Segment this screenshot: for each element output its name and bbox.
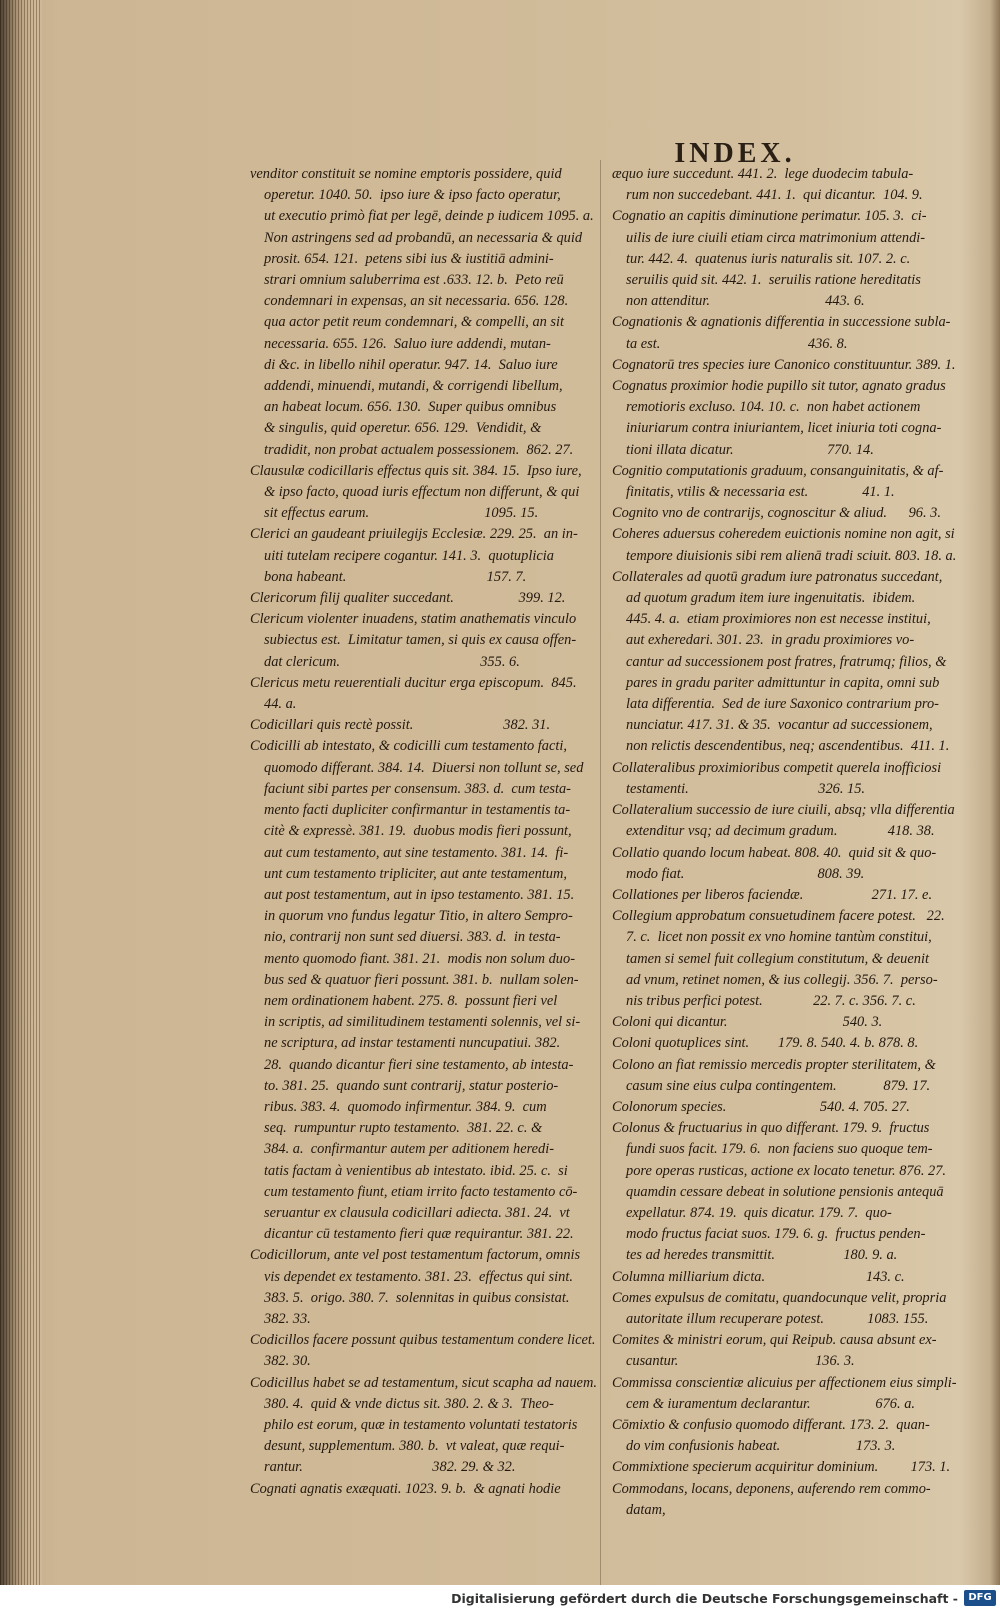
index-entry (250, 609, 590, 673)
entry-line: datam, (626, 1501, 666, 1518)
index-entry (250, 164, 594, 461)
index-entry (612, 567, 962, 758)
entry-line: modo fructus faciat suos. 179. 6. g. fructus penden- (626, 1226, 926, 1243)
index-entry (612, 1033, 962, 1054)
entry-line: di &c. in libello nihil operatur. 947. 14. Saluo iure (264, 356, 558, 373)
index-entry (250, 1373, 597, 1479)
entry-line: finitatis, vtilis & necessaria est. 41. 1. (626, 484, 895, 501)
entry-line: citè & expressè. 381. 19. duobus modis fieri possunt, (264, 823, 572, 840)
entry-line: Cognatio an capitis diminutione perimatur. 105. 3. ci- (612, 208, 927, 225)
entry-line: fundi suos facit. 179. 6. non faciens suo quoque tem- (626, 1141, 933, 1158)
page-header: INDEX. (674, 138, 796, 169)
entry-line: Collatio quando locum habeat. 808. 40. quid sit & quo- (612, 844, 937, 861)
entry-line: quomodo differant. 384. 14. Diuersi non tollunt se, sed (264, 759, 584, 776)
entry-line: addendi, minuendi, mutandi, & corrigendi libellum, (264, 378, 563, 395)
entry-line: Codicilli ab intestato, & codicilli cum testamento facti, (250, 738, 567, 755)
index-entry (612, 1415, 962, 1457)
index-entry (250, 715, 590, 736)
entry-line: tatis factam à venientibus ab intestato. ibid. 25. c. si (264, 1162, 568, 1179)
entry-line: vis dependet ex testamento. 381. 23. effectus qui sint. (264, 1268, 573, 1285)
entry-line: Comes expulsus de comitatu, quandocunque velit, propria (612, 1289, 947, 1306)
entry-line: Colono an fiat remissio mercedis propter sterilitatem, & (612, 1056, 936, 1073)
entry-line: cum testamento fiunt, etiam irrito facto testamento cō- (264, 1183, 578, 1200)
entry-line: expellatur. 874. 19. quis dicatur. 179. 7. quo- (626, 1204, 892, 1221)
index-entry (612, 355, 962, 376)
entry-line: nis tribus perfici potest. 22. 7. c. 356. 7. c. (626, 992, 916, 1009)
entry-line: tur. 442. 4. quatenus iuris naturalis sit. 107. 2. c. (626, 250, 911, 267)
entry-line: testamenti. 326. 15. (626, 780, 866, 797)
entry-line: tradidit, non probat actualem possessionem. 862. 27. (264, 441, 574, 458)
entry-line: tamen si semel fuit collegium constitutum, & deuenit (626, 950, 929, 967)
dfg-logo: DFG (964, 1590, 996, 1606)
entry-line: quamdin cessare debeat in solutione pensionis antequā (626, 1183, 944, 1200)
entry-line: sit effectus earum. 1095. 15. (264, 505, 539, 522)
entry-line: Codicillus habet se ad testamentum, sicut scapha ad nauem. (250, 1374, 597, 1391)
entry-line: Clericum violenter inuadens, statim anathematis vinculo (250, 611, 577, 628)
entry-line: modo fiat. 808. 39. (626, 865, 865, 882)
entry-line: lata differentia. Sed de iure Saxonico contrarium pro- (626, 696, 939, 713)
index-entry (250, 1479, 590, 1500)
entry-line: bona habeant. 157. 7. (264, 568, 527, 585)
entry-line: Cognito vno de contrarijs, cognoscitur & aliud. 96. 3. (612, 505, 941, 522)
entry-line: seruilis quid sit. 442. 1. seruilis ratione hereditatis (626, 272, 921, 289)
footer-credit: Digitalisierung gefördert durch die Deutsche Forschungsgemeinschaft - (451, 1591, 958, 1606)
entry-line: bus sed & quatuor fieri possunt. 381. b. nullam solen- (264, 971, 579, 988)
entry-line: Cognatus proximior hodie pupillo sit tutor, agnato gradus (612, 378, 946, 395)
entry-line: rum non succedebant. 441. 1. qui dicantur. 104. 9. (626, 187, 923, 204)
entry-line: Coloni qui dicantur. 540. 3. (612, 1014, 883, 1031)
entry-line: autoritate illum recuperare potest. 1083. 155. (626, 1310, 929, 1327)
entry-line: æquo iure succedunt. 441. 2. lege duodecim tabula- (612, 166, 914, 182)
index-entry (612, 758, 962, 800)
index-entry (612, 461, 962, 503)
right-column (612, 164, 962, 1521)
index-entry (612, 376, 962, 461)
entry-line: Colonorum species. 540. 4. 705. 27. (612, 1098, 910, 1115)
entry-line: pares in gradu pariter admittuntur in capita, omni sub (626, 674, 940, 691)
entry-line: unt cum testamento tripliciter, aut ante testamentum, (264, 865, 567, 882)
entry-line: philo est eorum, quæ in testamento voluntati testatoris (264, 1416, 578, 1433)
entry-line: Cōmixtio & confusio quomodo differant. 173. 2. quan- (612, 1416, 930, 1433)
entry-line: ne scriptura, ad instar testamenti nuncupatiui. 382. (264, 1035, 561, 1052)
entry-line: & ipso facto, quoad iuris effectum non differunt, & qui (264, 484, 580, 501)
entry-line: Collateralibus proximioribus competit querela inofficiosi (612, 759, 942, 776)
entry-line: cusantur. 136. 3. (626, 1353, 855, 1370)
entry-line: dicantur cū testamento fieri quæ requirantur. 381. 22. (264, 1226, 574, 1243)
index-entry (612, 1457, 962, 1478)
entry-line: cem & iuramentum declarantur. 676. a. (626, 1395, 915, 1412)
index-entry (612, 164, 962, 206)
index-entry (612, 1118, 962, 1266)
entry-line: subiectus est. Limitatur tamen, si quis ex causa offen- (264, 632, 577, 649)
entry-line: Codicillorum, ante vel post testamentum factorum, omnis (250, 1247, 581, 1264)
entry-line: ribus. 383. 4. quomodo infirmentur. 384. 9. cum (264, 1098, 547, 1115)
entry-line: qua actor petit reum condemnari, & compelli, an sit (264, 314, 565, 331)
entry-line: pore operas rusticas, actione ex locato tenetur. 876. 27. (626, 1162, 947, 1179)
entry-line: dat clericum. 355. 6. (264, 653, 520, 670)
entry-line: mento quomodo fiant. 381. 21. modis non solum duo- (264, 950, 575, 967)
index-entry (612, 843, 962, 885)
entry-line: an habeat locum. 656. 130. Super quibus omnibus (264, 399, 557, 416)
entry-line: Collegium approbatum consuetudinem facere potest. 22. (612, 908, 945, 925)
index-entry (612, 1373, 962, 1415)
index-entry (612, 1330, 962, 1372)
entry-line: tioni illata dicatur. 770. 14. (626, 441, 874, 458)
entry-line: ta est. 436. 8. (626, 335, 848, 352)
entry-line: Cognati agnatis exæquati. 1023. 9. b. & agnati hodie (250, 1480, 561, 1497)
entry-line: Colonus & fructuarius in quo differant. 179. 9. fructus (612, 1120, 930, 1137)
entry-line: Codicillari quis rectè possit. 382. 31. (250, 717, 551, 734)
entry-line: Comites & ministri eorum, qui Reipub. causa absunt ex- (612, 1332, 937, 1349)
entry-line: do vim confusionis habeat. 173. 3. (626, 1438, 896, 1455)
entry-line: Cognationis & agnationis differentia in successione subla- (612, 314, 951, 331)
index-entry (250, 461, 590, 525)
entry-line: Clericorum filij qualiter succedant. 399. 12. (250, 590, 566, 607)
entry-line: operetur. 1040. 50. ipso iure & ipso facto operatur, (264, 187, 561, 204)
entry-line: remotioris excluso. 104. 10. c. non habet actionem (626, 399, 921, 416)
index-entry (612, 524, 962, 566)
footer-bar (0, 1585, 1000, 1612)
entry-line: condemnari in expensas, an sit necessaria. 656. 128. (264, 293, 569, 310)
index-entry (612, 503, 962, 524)
entry-line: casum sine eius culpa contingentem. 879. 17. (626, 1077, 931, 1094)
entry-line: iniuriarum contra iniuriantem, licet iniuria toti cogna- (626, 420, 942, 437)
index-entry (612, 312, 962, 354)
entry-line: strari omnium saluberrima est .633. 12. b. Peto reū (264, 272, 564, 289)
entry-line: Codicillos facere possunt quibus testamentum condere licet. (250, 1332, 596, 1349)
entry-line: Clericus metu reuerentiali ducitur erga episcopum. 845. (250, 674, 577, 691)
entry-line: nunciatur. 417. 31. & 35. vocantur ad successionem, (626, 717, 933, 734)
entry-line: Clerici an gaudeant priuilegijs Ecclesiæ. 229. 25. an in- (250, 526, 578, 543)
column-divider (600, 160, 601, 1585)
entry-line: cantur ad successionem post fratres, fratrumq; filios, & (626, 653, 947, 670)
entry-line: faciunt sibi partes per consensum. 383. d. cum testa- (264, 780, 571, 797)
entry-line: tes ad heredes transmittit. 180. 9. a. (626, 1247, 898, 1264)
entry-line: Collateralium successio de iure ciuili, absq; vlla differentia (612, 802, 955, 819)
index-entry (612, 206, 962, 312)
entry-line: prosit. 654. 121. petens sibi ius & iustitiā admini- (264, 250, 554, 267)
entry-line: seq. rumpuntur rupto testamento. 381. 22. c. & (264, 1120, 543, 1137)
index-entry (250, 1330, 596, 1372)
entry-line: in quorum vno fundus legatur Titio, in altero Sempro- (264, 908, 573, 925)
entry-line: to. 381. 25. quando sunt contrarij, statur posterio- (264, 1077, 559, 1094)
index-entry (612, 1012, 962, 1033)
entry-line: ad vnum, retinet nomen, & ius collegij. 356. 7. perso- (626, 971, 938, 988)
entry-line: 383. 5. origo. 380. 7. solennitas in quibus consistat. (264, 1289, 570, 1306)
entry-line: 44. a. (264, 696, 297, 713)
entry-line: Coloni quotuplices sint. 179. 8. 540. 4. b. 878. 8. (612, 1035, 919, 1052)
index-entry (612, 1288, 962, 1330)
index-entry (612, 1479, 962, 1521)
entry-line: Cognatorū tres species iure Canonico constituuntur. 389. 1. (612, 356, 956, 373)
entry-line: Coheres aduersus coheredem euictionis nomine non agit, si (612, 526, 955, 543)
entry-line: Collaterales ad quotū gradum iure patronatus succedant, (612, 568, 943, 585)
index-entry (250, 588, 590, 609)
entry-line: uilis de iure ciuili etiam circa matrimonium attendi- (626, 229, 926, 246)
index-entry (612, 1267, 962, 1288)
left-column (250, 164, 597, 1500)
entry-line: Cognitio computationis graduum, consanguinitatis, & af- (612, 462, 944, 479)
index-entry (612, 1097, 962, 1118)
entry-line: 382. 33. (264, 1310, 311, 1327)
entry-line: 384. a. confirmantur autem per aditionem heredi- (264, 1141, 555, 1158)
entry-line: seruantur ex clausula codicillari adiecta. 381. 24. vt (264, 1204, 570, 1221)
entry-line: non relictis descendentibus, neq; ascendentibus. 411. 1. (626, 738, 950, 755)
entry-line: Collationes per liberos faciendæ. 271. 17. e. (612, 886, 933, 903)
entry-line: aut exheredari. 301. 23. in gradu proximiores vo- (626, 632, 915, 649)
entry-line: Commissa conscientiæ alicuius per affectionem eius simpli- (612, 1374, 957, 1391)
index-entry (612, 1055, 962, 1097)
entry-line: 7. c. licet non possit ex vno homine tantùm constitui, (626, 929, 932, 946)
entry-line: venditor constituit se nomine emptoris possidere, quid (250, 166, 562, 182)
entry-line: aut cum testamento, aut sine testamento. 381. 14. fi- (264, 844, 569, 861)
entry-line: 382. 30. (264, 1353, 311, 1370)
entry-line: ut executio primò fiat per legē, deinde p iudicem 1095. a. (264, 208, 594, 225)
index-entry (250, 524, 590, 588)
entry-line: Columna milliarium dicta. 143. c. (612, 1268, 905, 1285)
index-entry (612, 906, 962, 1012)
entry-line: Non astringens sed ad probandū, an necessaria & quid (264, 229, 583, 246)
entry-line: & singulis, quid operetur. 656. 129. Vendidit, & (264, 420, 542, 437)
entry-line: desunt, supplementum. 380. b. vt valeat, quæ requi- (264, 1438, 565, 1455)
entry-line: nem ordinationem habent. 275. 8. possunt fieri vel (264, 992, 558, 1009)
index-entry (250, 1245, 590, 1330)
entry-line: uiti tutelam recipere cogantur. 141. 3. quotuplicia (264, 547, 554, 564)
index-entry (250, 673, 590, 715)
index-entry (250, 736, 590, 1245)
index-entry (612, 800, 962, 842)
entry-line: 380. 4. quid & vnde dictus sit. 380. 2. & 3. Theo- (264, 1395, 554, 1412)
entry-line: nio, contrarij non sunt sed diuersi. 383. d. in testa- (264, 929, 561, 946)
entry-line: Commodans, locans, deponens, auferendo rem commo- (612, 1480, 931, 1497)
entry-line: ad quotum gradum item iure ingenuitatis. ibidem. (626, 590, 916, 607)
entry-line: non attenditur. 443. 6. (626, 293, 865, 310)
entry-line: mento facti dupliciter confirmantur in testamentis ta- (264, 802, 571, 819)
entry-line: 28. quando dicantur fieri sine testamento, ab intesta- (264, 1056, 574, 1073)
entry-line: 445. 4. a. etiam proximiores non est necesse institui, (626, 611, 931, 628)
entry-line: aut post testamentum, aut in ipso testamento. 381. 15. (264, 886, 575, 903)
entry-line: in scriptis, ad similitudinem testamenti solennis, vel si- (264, 1014, 581, 1031)
entry-line: Clausulæ codicillaris effectus quis sit. 384. 15. Ipso iure, (250, 462, 582, 479)
entry-line: tempore diuisionis sibi rem alienā tradi sciuit. 803. 18. a. (626, 547, 957, 564)
entry-line: extenditur vsq; ad decimum gradum. 418. 38. (626, 823, 935, 840)
entry-line: Commixtione specierum acquiritur dominium. 173. 1. (612, 1459, 951, 1476)
entry-line: rantur. 382. 29. & 32. (264, 1459, 516, 1476)
entry-line: necessaria. 655. 126. Saluo iure addendi, mutan- (264, 335, 551, 352)
index-entry (612, 885, 962, 906)
